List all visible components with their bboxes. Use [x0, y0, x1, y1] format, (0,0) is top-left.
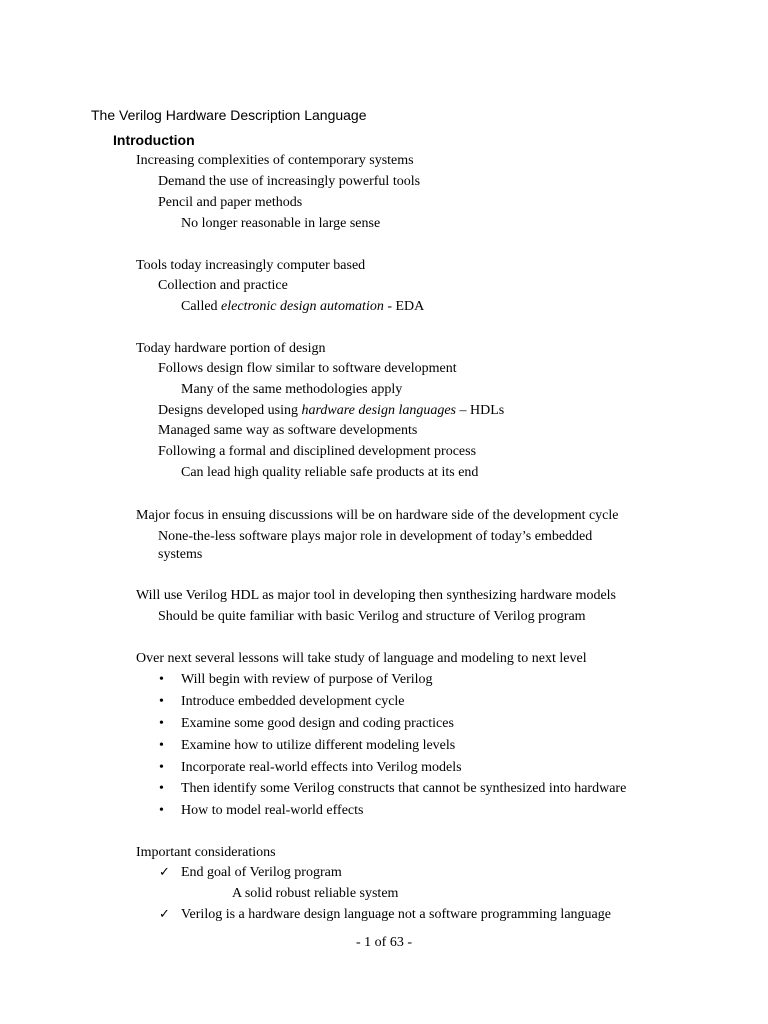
- bullet-icon: •: [159, 781, 164, 796]
- checklist-subitem: A solid robust reliable system: [232, 886, 399, 901]
- checklist-item: Verilog is a hardware design language not a software programming language: [181, 907, 611, 922]
- outline-level3-item: Can lead high quality reliable safe products at its end: [181, 465, 479, 480]
- bullet-icon: •: [159, 803, 164, 818]
- eda-term-emphasis: electronic design automation: [221, 299, 384, 314]
- outline-level2-item: [158, 402, 504, 419]
- bullet-icon: •: [159, 760, 164, 775]
- outline-level2-item: Pencil and paper methods: [158, 195, 303, 210]
- bullet-list-item: Examine how to utilize different modeling levels: [181, 738, 456, 753]
- bullet-list-item: Will begin with review of purpose of Verilog: [181, 672, 433, 687]
- outline-level2-item: Collection and practice: [158, 278, 288, 293]
- page-number-footer: - 1 of 63 -: [356, 935, 412, 950]
- bullet-icon: •: [159, 738, 164, 753]
- hdl-text-suffix: – HDLs: [456, 403, 505, 418]
- outline-level3-item: No longer reasonable in large sense: [181, 216, 381, 231]
- bullet-list-item: How to model real-world effects: [181, 803, 364, 818]
- outline-level3-item: Many of the same methodologies apply: [181, 382, 403, 397]
- bullet-icon: •: [159, 716, 164, 731]
- outline-level1-item: Important considerations: [136, 845, 276, 860]
- bullet-icon: •: [159, 694, 164, 709]
- outline-level1-item: Today hardware portion of design: [136, 341, 326, 356]
- bullet-list-item: Incorporate real-world effects into Verilog models: [181, 760, 462, 775]
- checkmark-icon: ✓: [159, 907, 170, 922]
- outline-level1-item: Tools today increasingly computer based: [136, 258, 366, 273]
- outline-level1-item: Will use Verilog HDL as major tool in developing then synthesizing hardware models: [136, 588, 617, 603]
- outline-level2-item: Follows design flow similar to software development: [158, 361, 457, 376]
- hdl-term-emphasis: hardware design languages: [301, 403, 456, 418]
- bullet-list-item: Then identify some Verilog constructs that cannot be synthesized into hardware: [181, 781, 627, 796]
- outline-level2-item: Should be quite familiar with basic Verilog and structure of Verilog program: [158, 609, 586, 624]
- bullet-list-item: Introduce embedded development cycle: [181, 694, 405, 709]
- eda-text-suffix: - EDA: [383, 299, 425, 314]
- eda-text-prefix: Called: [181, 299, 222, 314]
- outline-level1-item: Major focus in ensuing discussions will be on hardware side of the development cycle: [136, 508, 619, 523]
- outline-level1-item: Over next several lessons will take study of language and modeling to next level: [136, 651, 587, 666]
- bullet-list-item: Examine some good design and coding practices: [181, 716, 454, 731]
- outline-level2-item: Demand the use of increasingly powerful tools: [158, 174, 421, 189]
- checklist-item: End goal of Verilog program: [181, 865, 342, 880]
- outline-level2-item-continued: systems: [158, 547, 203, 562]
- outline-level1-item: Increasing complexities of contemporary systems: [136, 153, 414, 168]
- outline-level2-item: None-the-less software plays major role in development of today’s embedded: [158, 529, 593, 544]
- outline-level3-item: [181, 298, 424, 315]
- document-title: The Verilog Hardware Description Language: [91, 107, 367, 123]
- hdl-text-prefix: Designs developed using: [158, 403, 302, 418]
- outline-level2-item: Following a formal and disciplined development process: [158, 444, 477, 459]
- section-heading-introduction: Introduction: [113, 132, 195, 148]
- bullet-icon: •: [159, 672, 164, 687]
- checkmark-icon: ✓: [159, 865, 170, 880]
- outline-level2-item: Managed same way as software developments: [158, 423, 418, 438]
